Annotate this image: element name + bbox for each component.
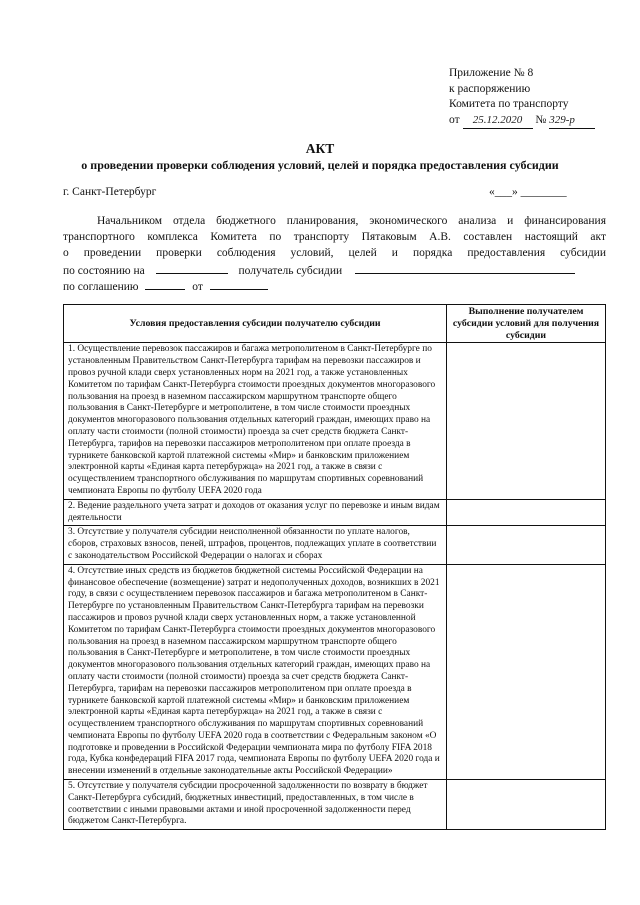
city-label: г. Санкт-Петербург: [63, 186, 157, 198]
intro-line-1: Начальником отдела бюджетного планирования, экономического анализа и финансирования: [97, 215, 606, 227]
appendix-block: [449, 66, 595, 129]
agreement-number-field: [145, 279, 185, 290]
handwritten-number: 329-р: [549, 113, 595, 130]
header-execution: Выполнение получателем субсидии условий для получения субсидии: [447, 305, 606, 343]
handwritten-date: 25.12.2020: [463, 113, 533, 130]
condition-cell: 2. Ведение раздельного учета затрат и доходов от оказания услуг по перевозке и иным видам деятельности: [64, 499, 447, 526]
table-row: [64, 499, 606, 526]
appendix-line-3: Комитета по транспорту: [449, 98, 569, 110]
execution-cell: [447, 780, 606, 830]
document-title: АКТ: [305, 141, 335, 156]
agreement-date-label: от: [192, 281, 203, 293]
appendix-number-label: №: [535, 113, 547, 126]
header-conditions: Условия предоставления субсидии получателю субсидии: [64, 305, 447, 343]
table-row: [64, 564, 606, 779]
agreement-label: по соглашению: [63, 281, 139, 293]
table-row: [64, 526, 606, 564]
condition-cell: 3. Отсутствие у получателя субсидии неисполненной обязанности по уплате налогов, сборов, страховых взносов, пеней, штрафов, процентов, подлежащих уплате в соответствии с законодательством Российской Федерации о налогах и сборах: [64, 526, 447, 564]
document-subtitle: о проведении проверки соблюдения условий, целей и порядка предоставления субсидии: [81, 158, 559, 172]
recipient-field: [355, 263, 575, 274]
execution-cell: [447, 499, 606, 526]
appendix-line-2: к распоряжению: [449, 82, 531, 95]
conditions-table: [63, 304, 606, 830]
condition-cell: 1. Осуществление перевозок пассажиров и багажа метрополитеном в Санкт-Петербурге по установленным Правительством Санкт-Петербурга тарифам на перевозки пассажиров и провоз ручной клади сверх установленных норм на 2021 год, а также установленных Комитетом по тарифам Санкт-Петербурга стоимости проездных документов многоразового пользования на проезд в наземном пассажирском маршрутном транспорте общего пользования в Санкт-Петербурге и метрополитене, в том числе стоимости проездных документов многоразового пользования отдельных категорий граждан, имеющих право на оплату части стоимости (полной стоимости) проезда за счет средств бюджета Санкт-Петербурга, тарифов на перевозки пассажиров метрополитеном при оплате проезда в турникете банковской картой платежной системы «Мир» и банковским приложением электронной карты «Единая карта петербуржца» на 2021 год, а также в связи с осуществлением транспортного обслуживания по маршрутам спортивных соревнований чемпионата Европы по футболу UEFA 2020 года: [64, 343, 447, 499]
intro-line-5: [63, 279, 268, 293]
condition-cell: 5. Отсутствие у получателя субсидии просроченной задолженности по возврату в бюджет Санкт-Петербурга субсидий, бюджетных инвестиций, предоставленных, в том числе в соответствии с иными правовыми актами и иной просроченной задолженности перед бюджетом Санкт-Петербурга.: [64, 780, 447, 830]
table-row: [64, 343, 606, 499]
intro-line-3: о проведении проверки соблюдения условий, целей и порядка предоставления субсидии: [63, 247, 606, 259]
recipient-label: получатель субсидии: [238, 265, 343, 277]
as-of-date-field: [156, 263, 228, 274]
appendix-date-prefix: от: [449, 113, 460, 126]
condition-cell: 4. Отсутствие иных средств из бюджетов бюджетной системы Российской Федерации на финансовое обеспечение (возмещение) затрат и недополученных доходов, возникших в 2021 году, в связи с осуществлением перевозок пассажиров и багажа метрополитеном в Санкт-Петербурге по установленным Правительством Санкт-Петербурга тарифам на перевозки пассажиров и провоз ручной клади сверх установленных норм, а также установленной Комитетом по тарифам Санкт-Петербурга стоимости проездных документов многоразового пользования на проезд в наземном пассажирском маршрутном транспорте общего пользования в Санкт-Петербурге и метрополитене, в том числе стоимости проездных документов многоразового пользования отдельных категорий граждан, имеющих право на оплату части стоимости (полной стоимости) проезда за счет средств бюджета Санкт-Петербурга, тарифам на перевозки пассажиров метрополитеном при оплате проезда в турникете банковской картой платежной системы «Мир» и банковским приложением электронной карты «Единая карта петербуржца» на 2021 год, а также в связи с осуществлением транспортного обслуживания по маршрутам спортивных соревнований чемпионата Европы по футболу UEFA 2020 года в соответствии с Федеральным законом «О подготовке и проведении в Российской Федерации чемпионата мира по футболу FIFA 2018 года, Кубка конфедераций FIFA 2017 года, чемпионата Европы по футболу UEFA 2020 года и внесении изменений в отдельные законодательные акты Российской Федерации»: [64, 564, 447, 779]
execution-cell: [447, 564, 606, 779]
agreement-date-field: [210, 279, 268, 290]
date-placeholder: «___» ________: [489, 186, 567, 198]
as-of-label: по состоянию на: [63, 265, 145, 277]
table-header-row: [64, 305, 606, 343]
appendix-line-1: Приложение № 8: [449, 67, 534, 79]
execution-cell: [447, 343, 606, 499]
intro-line-2: транспортного комплекса Комитета по транспорту Пятаковым А.В. составлен настоящий акт: [63, 231, 606, 243]
execution-cell: [447, 526, 606, 564]
table-row: [64, 780, 606, 830]
intro-line-4: [63, 263, 575, 277]
appendix-line-4: [449, 113, 595, 130]
